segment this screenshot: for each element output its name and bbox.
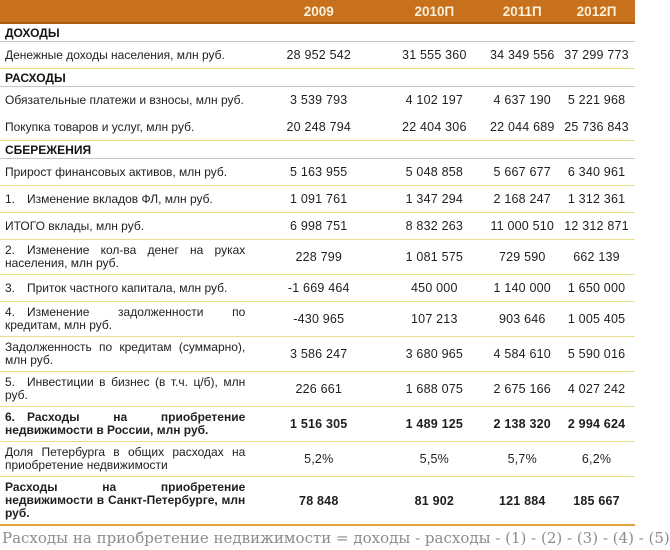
row-value: 34 349 556 xyxy=(489,48,555,62)
row-value: 3 680 965 xyxy=(405,347,464,361)
row-value: 4 027 242 xyxy=(567,382,626,396)
row-label: 5. Инвестиции в бизнес (в т.ч. ц/б), млн руб. xyxy=(5,375,246,402)
row-label: Расходы на приобретение недвижимости в Санкт-Петербурге, млн руб. xyxy=(5,480,246,520)
row-value: 31 555 360 xyxy=(402,48,467,62)
row-value: 450 000 xyxy=(411,281,458,295)
row-label: ДОХОДЫ xyxy=(5,26,60,40)
table-row xyxy=(0,407,635,442)
row-value: 228 799 xyxy=(295,250,343,264)
row-value: 4 637 190 xyxy=(493,93,551,107)
row-value: 5,2% xyxy=(304,452,334,466)
formula-caption: Расходы на приобретение недвижимости = доходы - расходы - (1) - (2) - (3) - (4) - (5) xyxy=(2,529,670,547)
section-row xyxy=(0,141,635,159)
row-value: 1 650 000 xyxy=(567,281,626,295)
row-value: 5 163 955 xyxy=(290,165,348,179)
row-value: 20 248 794 xyxy=(286,120,352,134)
row-value: 1 005 405 xyxy=(567,312,626,326)
row-value: 2 168 247 xyxy=(493,192,551,206)
row-label: 2. Изменение кол-ва денег на руках населения, млн руб. xyxy=(5,243,246,270)
row-value: 2 675 166 xyxy=(493,382,551,396)
row-label: Обязательные платежи и взносы, млн руб. xyxy=(5,92,244,107)
row-value: 6 998 751 xyxy=(290,219,348,233)
row-value: 37 299 773 xyxy=(564,48,629,62)
table-footnote xyxy=(0,526,670,550)
row-value: 3 539 793 xyxy=(290,93,348,107)
row-value: 1 312 361 xyxy=(567,192,626,206)
row-label: Доля Петербурга в общих расходах на приобретение недвижимости xyxy=(5,445,246,472)
row-value: 22 404 306 xyxy=(402,120,467,134)
row-label: Покупка товаров и услуг, млн руб. xyxy=(5,119,195,134)
row-value: 1 081 575 xyxy=(405,250,464,264)
row-value: 5 048 858 xyxy=(405,165,464,179)
column-header-2011П: 2011П xyxy=(502,3,542,19)
row-label: 4. Изменение задолженности по кредитам, млн руб. xyxy=(5,305,246,332)
table-row xyxy=(0,477,635,526)
table-header-row xyxy=(0,0,635,24)
row-value: 25 736 843 xyxy=(564,120,629,134)
row-label: ИТОГО вклады, млн руб. xyxy=(5,218,145,233)
row-label: 6. Расходы на приобретение недвижимости в России, млн руб. xyxy=(5,410,246,437)
row-value: 8 832 263 xyxy=(405,219,464,233)
row-value: 6 340 961 xyxy=(567,165,626,179)
row-value: 5,5% xyxy=(419,452,449,466)
row-value: 1 516 305 xyxy=(290,417,348,431)
column-header-2012П: 2012П xyxy=(576,3,617,19)
row-value: 662 139 xyxy=(573,250,620,264)
table-row xyxy=(0,213,635,240)
row-value: 5 667 677 xyxy=(493,165,551,179)
table-row xyxy=(0,87,635,114)
table-body xyxy=(0,24,635,526)
table-row xyxy=(0,302,635,337)
row-value: 12 312 871 xyxy=(564,219,629,233)
table-row xyxy=(0,240,635,275)
row-value: 107 213 xyxy=(411,312,458,326)
row-label: Денежные доходы населения, млн руб. xyxy=(5,47,225,62)
row-value: 3 586 247 xyxy=(290,347,348,361)
row-value: 81 902 xyxy=(414,493,455,508)
row-label: 3. Приток частного капитала, млн руб. xyxy=(5,280,228,295)
row-value: -1 669 464 xyxy=(287,281,350,295)
row-value: 22 044 689 xyxy=(489,120,555,134)
row-value: 4 102 197 xyxy=(405,93,464,107)
row-label: Прирост финансовых активов, млн руб. xyxy=(5,164,228,179)
section-row xyxy=(0,24,635,42)
table-row xyxy=(0,114,635,141)
row-value: 4 584 610 xyxy=(493,347,551,361)
row-label: РАСХОДЫ xyxy=(5,71,66,85)
table-row xyxy=(0,442,635,477)
row-value: 5,7% xyxy=(507,452,537,466)
row-value: 1 688 075 xyxy=(405,382,464,396)
row-value: 5 221 968 xyxy=(567,93,626,107)
row-value: 2 994 624 xyxy=(567,417,626,431)
table-row xyxy=(0,159,635,186)
row-value: 226 661 xyxy=(295,382,343,396)
row-value: 185 667 xyxy=(573,493,620,508)
row-value: 78 848 xyxy=(299,493,339,508)
section-row xyxy=(0,69,635,87)
row-label: Задолженность по кредитам (суммарно), млн руб. xyxy=(5,340,246,367)
row-value: 121 884 xyxy=(498,493,546,508)
row-value: 1 091 761 xyxy=(290,192,348,206)
row-value: 1 140 000 xyxy=(493,281,551,295)
column-header-2010П: 2010П xyxy=(414,3,455,19)
row-value: 1 489 125 xyxy=(405,417,464,431)
row-value: 1 347 294 xyxy=(405,192,464,206)
table-row xyxy=(0,372,635,407)
table-row xyxy=(0,186,635,213)
row-value: 28 952 542 xyxy=(286,48,352,62)
row-value: 903 646 xyxy=(498,312,546,326)
table-row xyxy=(0,337,635,372)
column-header-2009: 2009 xyxy=(303,3,334,19)
table-row xyxy=(0,42,635,69)
row-value: 11 000 510 xyxy=(490,219,555,233)
row-value: -430 965 xyxy=(293,312,345,326)
table-row xyxy=(0,275,635,302)
row-label: 1. Изменение вкладов ФЛ, млн руб. xyxy=(5,191,213,206)
row-label: СБЕРЕЖЕНИЯ xyxy=(5,143,92,157)
row-value: 6,2% xyxy=(581,452,612,466)
row-value: 729 590 xyxy=(498,250,546,264)
column-header-empty xyxy=(0,0,255,22)
row-value: 2 138 320 xyxy=(493,417,551,431)
row-value: 5 590 016 xyxy=(567,347,626,361)
